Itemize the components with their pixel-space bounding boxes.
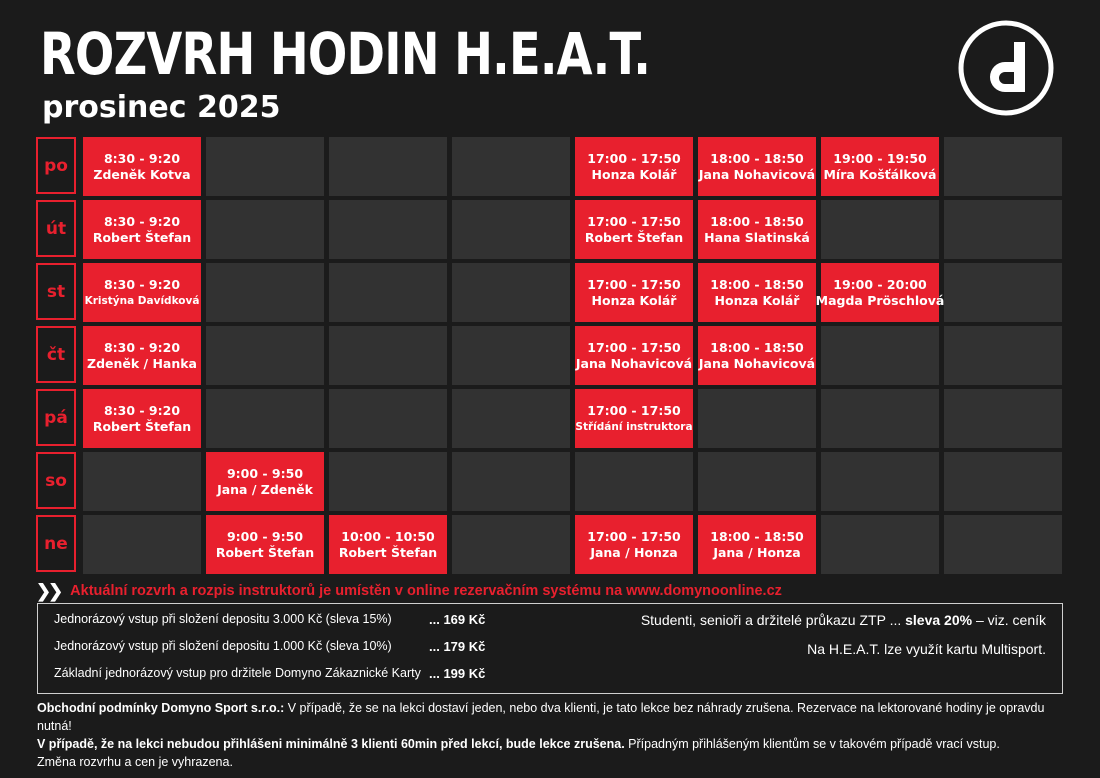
instructor-name: Jana / Zdeněk [217, 481, 313, 497]
empty-slot [452, 200, 570, 259]
empty-slot [329, 452, 447, 511]
class-time: 8:30 - 9:20 [103, 276, 181, 292]
student-discount-info [641, 612, 1046, 628]
double-chevron-icon: ❯❯ [36, 580, 61, 601]
empty-slot [452, 137, 570, 196]
empty-slot [206, 326, 324, 385]
multisport-info: Na H.E.A.T. lze využít kartu Multisport. [807, 641, 1046, 657]
instructor-name: Zdeněk / Hanka [87, 355, 197, 371]
class-slot [329, 515, 447, 574]
day-label: út [36, 200, 76, 257]
empty-slot [698, 452, 816, 511]
notice-text: Aktuální rozvrh a rozpis instruktorů je umístěn v online rezervačním systému na www.domynoonline.cz [70, 583, 782, 599]
class-slot [83, 137, 201, 196]
empty-slot [452, 326, 570, 385]
schedule-grid [36, 137, 1063, 573]
empty-slot [821, 326, 939, 385]
empty-slot [575, 452, 693, 511]
instructor-name: Honza Kolář [591, 292, 677, 308]
class-slot [206, 452, 324, 511]
empty-slot [452, 263, 570, 322]
schedule-row [36, 326, 1063, 385]
price-box [37, 603, 1063, 694]
instructor-name: Robert Štefan [92, 418, 192, 434]
class-time: 17:00 - 17:50 [587, 339, 681, 355]
empty-slot [944, 200, 1062, 259]
instructor-name: Zdeněk Kotva [93, 166, 191, 182]
class-time: 19:00 - 19:50 [833, 150, 927, 166]
day-label: ne [36, 515, 76, 572]
day-label: so [36, 452, 76, 509]
class-time: 18:00 - 18:50 [710, 339, 804, 355]
price-label: Základní jednorázový vstup pro držitele Domyno Zákaznické Karty [54, 666, 421, 680]
class-slot [698, 326, 816, 385]
instructor-name: Magda Pröschlová [815, 292, 945, 308]
instructor-name: Hana Slatinská [704, 229, 810, 245]
schedule-row [36, 263, 1063, 322]
empty-slot [329, 137, 447, 196]
class-slot [575, 137, 693, 196]
empty-slot [83, 452, 201, 511]
class-time: 18:00 - 18:50 [710, 150, 804, 166]
empty-slot [821, 452, 939, 511]
empty-slot [329, 200, 447, 259]
class-slot [83, 200, 201, 259]
empty-slot [821, 200, 939, 259]
instructor-name: Jana / Honza [713, 544, 801, 560]
empty-slot [329, 389, 447, 448]
empty-slot [944, 452, 1062, 511]
empty-slot [944, 137, 1062, 196]
empty-slot [206, 263, 324, 322]
instructor-name: Robert Štefan [215, 544, 315, 560]
price-label: Jednorázový vstup při složení depositu 3.000 Kč (sleva 15%) [54, 612, 392, 626]
day-label: po [36, 137, 76, 194]
empty-slot [944, 263, 1062, 322]
class-time: 8:30 - 9:20 [103, 150, 181, 166]
price-value: ... 179 Kč [429, 639, 486, 654]
class-time: 17:00 - 17:50 [587, 150, 681, 166]
class-slot [698, 263, 816, 322]
class-slot [698, 200, 816, 259]
empty-slot [698, 389, 816, 448]
empty-slot [83, 515, 201, 574]
empty-slot [944, 326, 1062, 385]
empty-slot [452, 515, 570, 574]
notice-bar [36, 580, 782, 602]
terms-text: V případě, že se na lekci dostaví jeden, nebo dva klienti, je tato lekce bez náhrady zrušena. Rezervace na lektorované hodiny je opravdu nutná! [37, 701, 1045, 733]
day-label: pá [36, 389, 76, 446]
empty-slot [206, 137, 324, 196]
class-slot [575, 515, 693, 574]
class-slot [83, 389, 201, 448]
terms-footer [37, 699, 1067, 771]
class-time: 17:00 - 17:50 [587, 276, 681, 292]
terms-line-1 [37, 699, 1067, 735]
empty-slot [329, 326, 447, 385]
schedule-row [36, 452, 1063, 511]
page-title: ROZVRH HODIN H.E.A.T. [40, 20, 651, 88]
class-time: 17:00 - 17:50 [587, 402, 681, 418]
terms-heading: Obchodní podmínky Domyno Sport s.r.o.: [37, 701, 285, 715]
domyno-logo [958, 20, 1054, 116]
instructor-name: Střídání instruktora [575, 420, 693, 433]
price-value: ... 169 Kč [429, 612, 486, 627]
instructor-name: Míra Košťálková [823, 166, 937, 182]
empty-slot [944, 515, 1062, 574]
empty-slot [821, 389, 939, 448]
empty-slot [452, 452, 570, 511]
class-slot [206, 515, 324, 574]
instructor-name: Jana Nohavicová [698, 166, 816, 182]
instructor-name: Jana Nohavicová [575, 355, 693, 371]
price-value: ... 199 Kč [429, 666, 486, 681]
class-time: 19:00 - 20:00 [833, 276, 927, 292]
instructor-name: Robert Štefan [92, 229, 192, 245]
class-time: 17:00 - 17:50 [587, 528, 681, 544]
class-time: 8:30 - 9:20 [103, 339, 181, 355]
empty-slot [944, 389, 1062, 448]
class-time: 8:30 - 9:20 [103, 213, 181, 229]
day-label: st [36, 263, 76, 320]
terms-bold-text: V případě, že na lekci nebudou přihlášeni minimálně 3 klienti 60min před lekcí, bude lekce zrušena. [37, 737, 625, 751]
empty-slot [329, 263, 447, 322]
class-slot [815, 263, 945, 322]
class-slot [575, 200, 693, 259]
class-time: 8:30 - 9:20 [103, 402, 181, 418]
empty-slot [452, 389, 570, 448]
discount-suffix: – viz. ceník [972, 612, 1046, 628]
class-slot [698, 515, 816, 574]
schedule-row [36, 200, 1063, 259]
class-slot [575, 263, 693, 322]
instructor-name: Jana / Honza [590, 544, 678, 560]
class-time: 18:00 - 18:50 [710, 528, 804, 544]
class-slot [83, 326, 201, 385]
terms-line-2 [37, 735, 1067, 753]
class-time: 10:00 - 10:50 [341, 528, 435, 544]
instructor-name: Honza Kolář [591, 166, 677, 182]
class-time: 9:00 - 9:50 [226, 465, 304, 481]
discount-text: Studenti, senioři a držitelé průkazu ZTP ... [640, 612, 906, 628]
class-time: 17:00 - 17:50 [587, 213, 681, 229]
class-time: 18:00 - 18:50 [710, 213, 804, 229]
discount-value: sleva 20% [905, 612, 973, 628]
schedule-row [36, 389, 1063, 448]
instructor-name: Honza Kolář [714, 292, 800, 308]
class-time: 18:00 - 18:50 [710, 276, 804, 292]
class-slot [698, 137, 816, 196]
terms-line-3: Změna rozvrhu a cen je vyhrazena. [37, 755, 233, 769]
price-label: Jednorázový vstup při složení depositu 1.000 Kč (sleva 10%) [54, 639, 392, 653]
schedule-row [36, 515, 1063, 574]
instructor-name: Robert Štefan [338, 544, 438, 560]
class-slot [575, 326, 693, 385]
terms-text: Případným přihlášeným klientům se v takovém případě vrací vstup. [624, 737, 1000, 751]
instructor-name: Robert Štefan [584, 229, 684, 245]
class-slot [83, 263, 201, 322]
class-slot [821, 137, 939, 196]
class-time: 9:00 - 9:50 [226, 528, 304, 544]
empty-slot [206, 389, 324, 448]
instructor-name: Jana Nohavicová [698, 355, 816, 371]
empty-slot [821, 515, 939, 574]
schedule-row [36, 137, 1063, 196]
empty-slot [206, 200, 324, 259]
day-label: čt [36, 326, 76, 383]
instructor-name: Kristýna Davídková [84, 294, 200, 307]
class-slot [575, 389, 693, 448]
page-subtitle: prosinec 2025 [42, 90, 281, 125]
